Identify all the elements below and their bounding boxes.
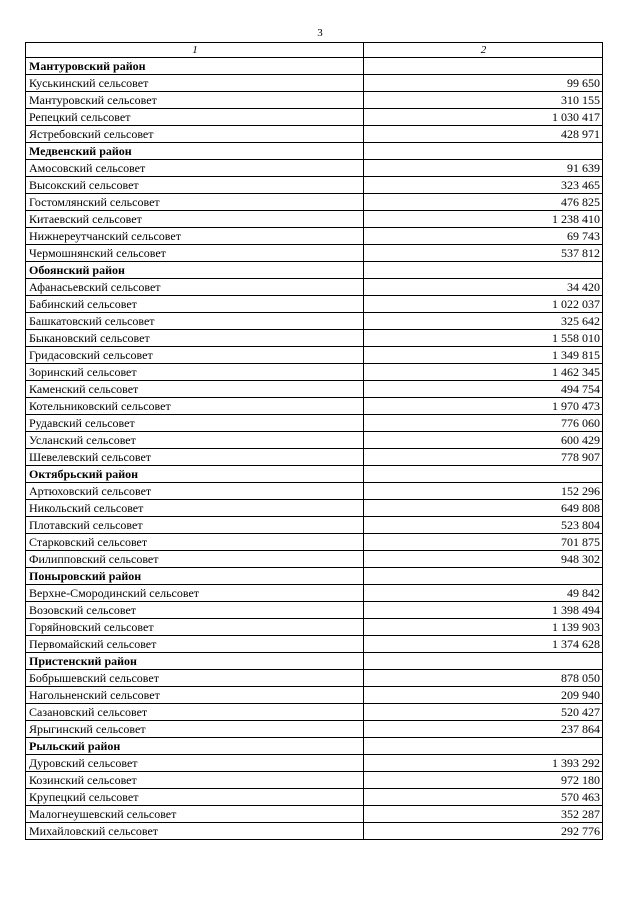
council-name: Первомайский сельсовет [26, 636, 364, 653]
council-name: Гридасовский сельсовет [26, 347, 364, 364]
council-name: Козинский сельсовет [26, 772, 364, 789]
district-row [26, 58, 603, 75]
council-name: Куськинский сельсовет [26, 75, 364, 92]
council-value: 91 639 [364, 160, 603, 177]
council-value: 1 462 345 [364, 364, 603, 381]
council-value: 292 776 [364, 823, 603, 840]
council-name: Верхне-Смородинский сельсовет [26, 585, 364, 602]
council-value: 537 812 [364, 245, 603, 262]
council-name: Чермошнянский сельсовет [26, 245, 364, 262]
page-number: 3 [317, 27, 323, 39]
council-value: 1 393 292 [364, 755, 603, 772]
table-row [26, 126, 603, 143]
council-value: 1 022 037 [364, 296, 603, 313]
council-name: Дуровский сельсовет [26, 755, 364, 772]
council-value: 776 060 [364, 415, 603, 432]
district-name: Пристенский район [26, 653, 364, 670]
table-row [26, 330, 603, 347]
table-row [26, 194, 603, 211]
council-value: 778 907 [364, 449, 603, 466]
table-row [26, 823, 603, 840]
council-value: 972 180 [364, 772, 603, 789]
council-value: 152 296 [364, 483, 603, 500]
council-name: Ястребовский сельсовет [26, 126, 364, 143]
district-name: Поныровский район [26, 568, 364, 585]
table-row [26, 279, 603, 296]
table-row [26, 432, 603, 449]
table-row [26, 364, 603, 381]
council-name: Никольский сельсовет [26, 500, 364, 517]
district-row [26, 262, 603, 279]
council-value: 99 650 [364, 75, 603, 92]
council-value: 476 825 [364, 194, 603, 211]
council-name: Афанасьевский сельсовет [26, 279, 364, 296]
council-value: 1 349 815 [364, 347, 603, 364]
table-row [26, 381, 603, 398]
council-name: Ярыгинский сельсовет [26, 721, 364, 738]
table-row [26, 160, 603, 177]
council-name: Сазановский сельсовет [26, 704, 364, 721]
district-value-empty [364, 466, 603, 483]
council-value: 878 050 [364, 670, 603, 687]
table-row [26, 347, 603, 364]
table-row [26, 772, 603, 789]
district-row [26, 568, 603, 585]
table-row [26, 517, 603, 534]
table-row [26, 602, 603, 619]
council-name: Быкановский сельсовет [26, 330, 364, 347]
column-header-1: 1 [26, 43, 364, 58]
council-name: Амосовский сельсовет [26, 160, 364, 177]
district-name: Октябрьский район [26, 466, 364, 483]
table-row [26, 755, 603, 772]
council-name: Бабинский сельсовет [26, 296, 364, 313]
table-row [26, 211, 603, 228]
council-name: Зоринский сельсовет [26, 364, 364, 381]
table-row [26, 92, 603, 109]
table-row [26, 177, 603, 194]
council-value: 1 398 494 [364, 602, 603, 619]
table-row [26, 789, 603, 806]
council-value: 570 463 [364, 789, 603, 806]
council-name: Гостомлянский сельсовет [26, 194, 364, 211]
council-name: Нижнереутчанский сельсовет [26, 228, 364, 245]
table-row [26, 534, 603, 551]
council-name: Бобрышевский сельсовет [26, 670, 364, 687]
council-name: Котельниковский сельсовет [26, 398, 364, 415]
district-row [26, 466, 603, 483]
table-row [26, 636, 603, 653]
council-value: 494 754 [364, 381, 603, 398]
table-row [26, 109, 603, 126]
council-value: 209 940 [364, 687, 603, 704]
council-name: Репецкий сельсовет [26, 109, 364, 126]
council-value: 69 743 [364, 228, 603, 245]
table-row [26, 398, 603, 415]
table-row [26, 721, 603, 738]
district-name: Рыльский район [26, 738, 364, 755]
council-value: 1 238 410 [364, 211, 603, 228]
table-row [26, 704, 603, 721]
table-row [26, 806, 603, 823]
table-row [26, 415, 603, 432]
council-value: 1 374 628 [364, 636, 603, 653]
district-value-empty [364, 143, 603, 160]
council-value: 1 970 473 [364, 398, 603, 415]
council-value: 325 642 [364, 313, 603, 330]
council-name: Филипповский сельсовет [26, 551, 364, 568]
column-header-2: 2 [364, 43, 603, 58]
council-name: Шевелевский сельсовет [26, 449, 364, 466]
table-row [26, 585, 603, 602]
council-name: Высокский сельсовет [26, 177, 364, 194]
table-row [26, 500, 603, 517]
council-name: Михайловский сельсовет [26, 823, 364, 840]
district-row [26, 143, 603, 160]
table-row [26, 245, 603, 262]
district-value-empty [364, 58, 603, 75]
table-header-row [26, 43, 603, 58]
council-name: Малогнеушевский сельсовет [26, 806, 364, 823]
budget-table [25, 42, 603, 840]
table-row [26, 313, 603, 330]
council-value: 237 864 [364, 721, 603, 738]
council-name: Рудавский сельсовет [26, 415, 364, 432]
table-row [26, 483, 603, 500]
council-name: Усланский сельсовет [26, 432, 364, 449]
district-name: Медвенский район [26, 143, 364, 160]
council-name: Артюховский сельсовет [26, 483, 364, 500]
table-row [26, 687, 603, 704]
council-value: 352 287 [364, 806, 603, 823]
council-name: Китаевский сельсовет [26, 211, 364, 228]
council-name: Каменский сельсовет [26, 381, 364, 398]
table-row [26, 551, 603, 568]
council-value: 701 875 [364, 534, 603, 551]
council-name: Башкатовский сельсовет [26, 313, 364, 330]
council-value: 1 030 417 [364, 109, 603, 126]
district-name: Мантуровский район [26, 58, 364, 75]
table-row [26, 228, 603, 245]
council-value: 600 429 [364, 432, 603, 449]
council-name: Горяйновский сельсовет [26, 619, 364, 636]
council-value: 1 139 903 [364, 619, 603, 636]
council-name: Мантуровский сельсовет [26, 92, 364, 109]
council-name: Старковский сельсовет [26, 534, 364, 551]
council-name: Плотавский сельсовет [26, 517, 364, 534]
table-row [26, 75, 603, 92]
district-row [26, 653, 603, 670]
council-value: 49 842 [364, 585, 603, 602]
district-value-empty [364, 262, 603, 279]
table-row [26, 449, 603, 466]
district-row [26, 738, 603, 755]
district-value-empty [364, 738, 603, 755]
council-value: 520 427 [364, 704, 603, 721]
table-row [26, 619, 603, 636]
council-value: 323 465 [364, 177, 603, 194]
council-value: 523 804 [364, 517, 603, 534]
council-value: 34 420 [364, 279, 603, 296]
table-row [26, 296, 603, 313]
council-value: 428 971 [364, 126, 603, 143]
council-name: Возовский сельсовет [26, 602, 364, 619]
council-value: 310 155 [364, 92, 603, 109]
table-row [26, 670, 603, 687]
district-value-empty [364, 653, 603, 670]
council-name: Нагольненский сельсовет [26, 687, 364, 704]
council-value: 649 808 [364, 500, 603, 517]
district-value-empty [364, 568, 603, 585]
council-value: 1 558 010 [364, 330, 603, 347]
district-name: Обоянский район [26, 262, 364, 279]
council-value: 948 302 [364, 551, 603, 568]
council-name: Крупецкий сельсовет [26, 789, 364, 806]
